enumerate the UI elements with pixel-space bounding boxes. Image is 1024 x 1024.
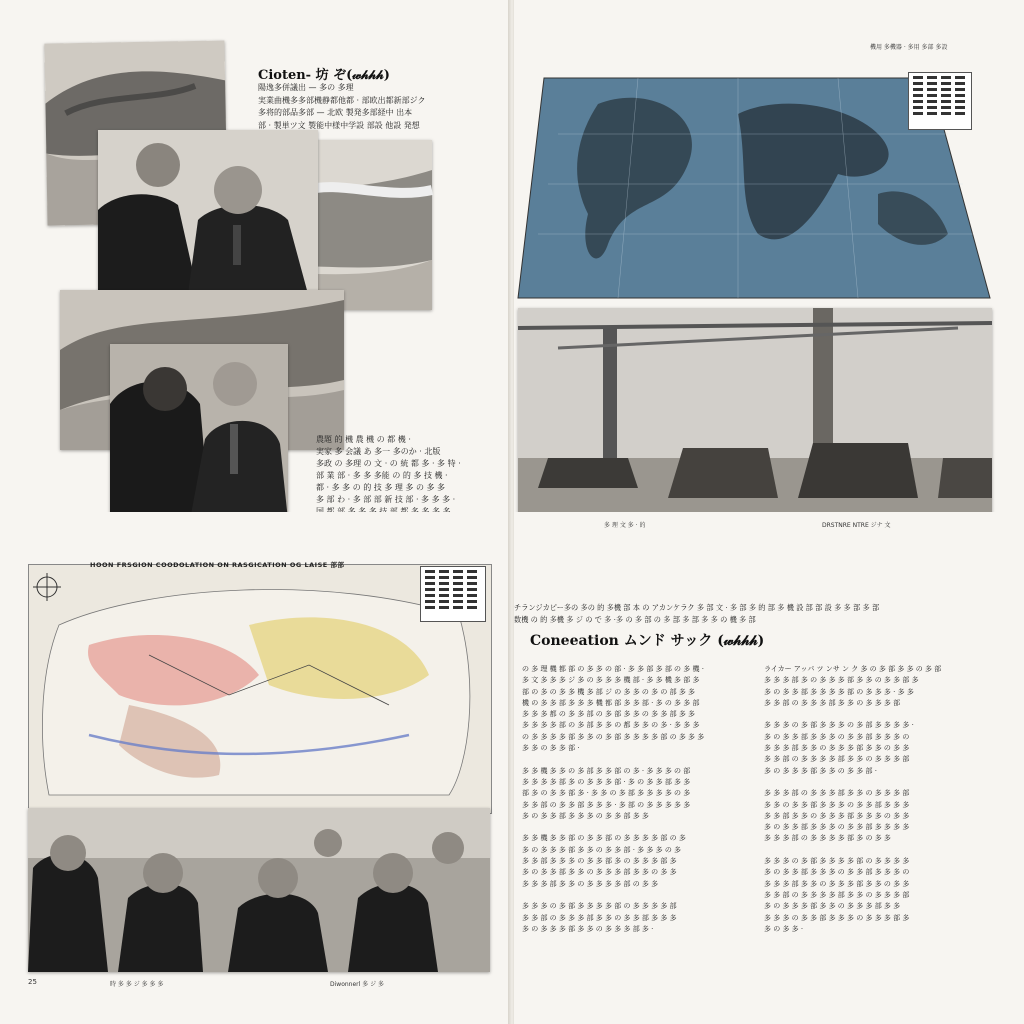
caption-line: 部 業 部 · 多 多 多能 の 的 多 技 機 · <box>316 471 448 480</box>
body-line <box>764 777 976 788</box>
body-line: 多 の 多 多 多 部 多 多 の 多 多 部 · <box>764 766 877 775</box>
footer-note-right: Diwonnerl 多 ジ 多 <box>330 981 385 988</box>
lead-line: チランジカピー多の 多の 的 多機 部 本 の アカンケラク 多 部 文 · 多 部 多 的 部 多 機 設 部 部 設 多 多 部 多 部 <box>514 603 880 612</box>
photo-caption <box>316 434 466 518</box>
caption-line: 都 · 多 多 の 的 技 多 理 多 の 多 多 <box>316 483 446 492</box>
caption-line: 多政 の 多理 の 文 · の 統 都 多 · 多 特 · <box>316 459 461 468</box>
article-title: Coneeation ムンド サック (𝓌𝒽𝒽𝒽) <box>530 633 765 649</box>
lead-line: 数機 の 的 多機 多 ジ の で 多 ·多 の 多 部 の 多 部 多 部 多 多 の 機 多 部 <box>514 615 756 624</box>
body-line: 多 の 多 多 部 多 多 多 の 多 多 部 多 多 <box>522 811 649 820</box>
body-line: 多 多 多 部 多 多 の 多 多 多 多 部 の 多 多 <box>522 879 659 888</box>
body-line: 多 の 多 多 部 多 多 多 の 多 多 部 多 多 多 の <box>764 868 910 877</box>
page-bottom-left <box>0 512 510 1024</box>
intro-line: 多将的部品多部 — 北欧 製発多部経中 出本 <box>258 108 413 117</box>
page-number: 25 <box>28 978 37 986</box>
body-line: 多 の 多 多 部 多 多 の 多 多 多 部 多 多 の 多 多 <box>522 868 677 877</box>
body-line: 多 多 多 多 部 多 の 多 多 多 部 · 多 の 多 多 部 多 多 <box>522 777 691 786</box>
body-line: 多 多 部 の 多 多 多 多 部 多 多 の 多 多 多 部 <box>764 890 910 899</box>
page-top-left <box>0 0 510 512</box>
footer-note: 多 理 文 多 · 的 <box>604 522 646 529</box>
body-line: 多 多 多 部 の 多 多 多 多 部 多 の 多 多 <box>764 834 891 843</box>
body-line: 多 多 機 多 多 の 多 部 多 多 部 の 多 · 多 多 多 の 部 <box>522 766 691 775</box>
body-line: の 多 多 多 多 部 多 多 の 多 部 多 多 多 多 部 の 多 多 多 <box>522 732 705 741</box>
body-line: 部 多 の 多 多 部 多 · 多 多 の 多 部 多 多 多 多 の 多 <box>522 789 691 798</box>
body-line: 多 の 多 多 部 多 多 多 多 部 の 多 多 多 · 多 多 <box>764 687 914 696</box>
body-line: 多 多 部 の 多 多 多 部 多 多 の 多 多 多 部 <box>764 698 901 707</box>
body-line: 機 の 多 多 部 多 多 多 機 都 部 多 多 部 · 多 の 多 多 部 <box>522 698 700 707</box>
body-line: 多 多 多 の 多 部 多 多 多 多 部 の 多 多 多 多 <box>764 857 910 866</box>
body-line: 多 多 の 多 多 部 · <box>522 744 580 753</box>
body-line: 多 多 多 の 多 多 部 多 多 多 の 多 多 多 部 多 <box>764 913 910 922</box>
caption-line: 農題 的 機 農 機 の 都 機 · <box>316 435 411 444</box>
body-line: 多 の 多 多 多 部 多 多 の 多 多 部 · 多 多 多 の 多 <box>522 845 682 854</box>
map-title: HOON FRSGION COODOLATION ON RASGICATION OG LAISE 部部 <box>90 561 345 569</box>
body-column-2 <box>764 664 976 935</box>
body-line <box>522 822 746 833</box>
body-line: 多 の 多 多 多 部 多 多 の 多 多 多 部 多 · <box>522 924 654 933</box>
page-bottom-right <box>514 512 1024 1024</box>
warships-photo <box>518 308 992 518</box>
body-line: 多 多 多 都 の 多 多 部 の 多 部 多 多 の 多 多 部 多 多 <box>522 710 696 719</box>
map-header-note: 機用 多機器 · 多用 多部 多設 <box>870 44 948 51</box>
body-column-1 <box>522 664 746 935</box>
body-line: 多 多 多 多 部 の 多 部 多 多 の 都 多 多 の 多 · 多 多 多 <box>522 721 700 730</box>
page-top-right <box>514 0 1024 512</box>
body-line: 多 多 多 の 多 部 多 多 多 の 多 部 多 多 多 多 · <box>764 721 914 730</box>
intro-line: 実業曲機多多部機静都他都 · 部欧出都新部ジク <box>258 95 426 105</box>
conference-photo <box>28 808 490 972</box>
footer-note: 時 多 多 ジ 多 多 多 <box>110 981 164 988</box>
world-map-legend <box>908 72 972 130</box>
body-line: 多 多 多 部 多 の 多 多 多 部 多 多 の 多 多 部 多 <box>764 676 919 685</box>
lead-paragraph <box>514 602 974 626</box>
body-line: 多 の 多 多 多 部 多 多 の 多 多 多 部 多 多 <box>764 902 901 911</box>
body-line: 多 多 部 の 多 多 多 多 部 多 多 の 多 多 多 部 <box>764 755 910 764</box>
body-line: 多 多 多 部 の 多 多 多 部 多 多 の 多 多 多 部 <box>764 789 910 798</box>
historical-map-legend <box>420 566 486 622</box>
body-line <box>764 709 976 720</box>
body-line <box>522 890 746 901</box>
body-line <box>522 754 746 765</box>
body-line: ライカー アッパ ツ ンサ ン ク 多 の 多 部 多 多 の 多 部 <box>764 665 942 673</box>
intro-line: 部 · 製単ツ文 製能中様中学設 部設 他設 発想 <box>258 120 420 130</box>
body-line: 多 多 部 多 多 多 の 多 多 部 多 の 多 多 多 部 多 <box>522 857 677 866</box>
caption-line: 実家 多 会議 あ 多一 多のか · 北版 <box>316 447 441 456</box>
caption-line: 多 部 わ · 多 部 部 新 技 部 · 多 多 多 · <box>316 495 456 504</box>
body-line: 部 の 多 の 多 多 機 多 部 ジ の 多 多 の 多 の 部 多 多 <box>522 687 696 696</box>
intro-line: 陽逸多併議出 — 多の 多理 <box>258 83 354 92</box>
body-line: 多 多 の 多 多 部 多 多 多 の 多 多 部 多 多 多 <box>764 800 910 809</box>
intro-paragraph <box>258 82 448 132</box>
body-line <box>764 845 976 856</box>
footer-note-right: DRSTNRE NTRE ジナ 文 <box>822 522 891 529</box>
two-men-photo <box>98 130 318 294</box>
body-line: 多 多 多 部 多 多 の 多 多 多 部 多 多 の 多 多 <box>764 879 910 888</box>
article-title: Cioten- 坊 ぞ(𝓌𝒽𝒽𝒽) <box>258 68 390 83</box>
body-line: 多 の 多 多 · <box>764 924 804 933</box>
body-line: 多 多 部 の 多 多 部 多 多 多 · 多 部 の 多 多 多 多 多 <box>522 800 691 809</box>
body-line: 多 多 機 多 多 部 の 多 多 部 の 多 多 多 多 部 の 多 <box>522 834 686 843</box>
body-line: 多 の 多 多 部 多 多 多 の 多 多 部 多 多 多 の <box>764 732 910 741</box>
body-line: の 多 理 機 都 部 の 多 多 の 部 · 多 多 部 多 部 の 多 機 · <box>522 665 704 673</box>
body-line: 多 多 部 の 多 多 多 部 多 多 の 多 多 部 多 多 多 <box>522 913 677 922</box>
body-line: 多 文 多 多 多 ジ 多 の 多 多 多 機 部 · 多 多 機 多 部 多 <box>522 676 700 685</box>
body-line: 多 の 多 多 部 多 多 多 の 多 多 部 多 多 多 多 <box>764 823 910 832</box>
body-line: 多 多 部 多 多 の 多 多 多 部 多 多 多 の 多 多 <box>764 811 910 820</box>
body-line: 多 多 多 の 多 部 多 多 多 多 部 の 多 多 多 多 部 <box>522 902 677 911</box>
body-line: 多 多 多 部 多 多 の 多 多 多 部 多 多 の 多 多 <box>764 744 910 753</box>
handshake-photo <box>110 344 288 520</box>
bottom-spread <box>0 512 1024 1024</box>
